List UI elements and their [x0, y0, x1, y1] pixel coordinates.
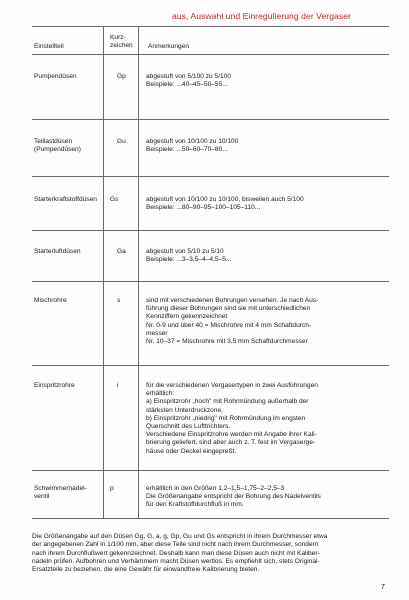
column-header-part: Einstellteil — [34, 43, 64, 50]
row-part: Starterluftdüsen — [34, 248, 81, 255]
row-abbr: Gp — [117, 73, 126, 80]
column-separator — [103, 26, 104, 518]
row-rule — [32, 470, 389, 471]
row-notes: sind mit verschiedenen Bohrungen versehen. Je nach Aus- führung dieser Bohrungen sind sie mit unterschiedlichen Kennziffern gekennzeichnet Nr. 0-9 und über 40 = Mischrohre mit 4 mm Schaftdurch- messer Nr. 10–37 = Mischrohre mit 3,5 mm Schaftdurchmesser — [146, 297, 319, 346]
row-rule — [32, 281, 389, 282]
footer-paragraph: Die Größenangabe auf den Düsen Gg, G, a, g, Gp, Gu und Gs entspricht in ihrem Durchmesser etwa der angegebenen Zahl in 1/100 mm, aber diese Teile sind nicht nach ihrem Durchmesser, sondern nach ihrem Durchflußwert gekennzeichnet. Deshalb kann man diese Düsen auch nicht mit Kaliber- nadeln prüfen. Aufbohren und Verhämmern macht Düsen wertlos. Es empfiehlt sich, stets Original- Ersatzteile zu beziehen, die eine Gewähr für einwandfreie Kalibrierung bieten. — [32, 533, 328, 574]
row-part: Teillastdüsen (Pumpendüsen) — [34, 138, 81, 154]
column-header-notes: Anmerkungen — [148, 43, 190, 50]
row-part: Mischrohre — [34, 297, 67, 304]
row-abbr: Ga — [117, 248, 126, 255]
row-part: Starterkraftstoffdüsen — [34, 196, 97, 203]
table-top-rule — [32, 26, 389, 27]
row-abbr: i — [117, 382, 119, 389]
row-rule — [32, 230, 389, 231]
row-abbr: Gu — [117, 138, 126, 145]
row-notes: abgestuft von 5/100 zu 5/100 Beispiele: ...40–45–50–55... — [146, 73, 232, 89]
row-part: Einspritzrohre — [34, 382, 75, 389]
table-header-rule — [32, 54, 389, 55]
table-bottom-rule — [32, 518, 389, 519]
row-notes: abgestuft von 5/10 zu 5/10 Beispiele: ...3–3,5–4–4,5–5... — [146, 248, 232, 264]
row-part: Schwimmernadel- ventil — [34, 485, 87, 501]
row-rule — [32, 176, 389, 177]
row-notes: für die verschiedenen Vergasertypen in zwei Ausführungen erhältlich: a) Einspritzrohr „hoch" mit Rohrmündung außerhalb der stärksten Unterdruckzone, b) Einspritzrohr „niedrig" mit Rohrmündung im engsten Querschnitt des Lufttrichters. Verschiedene Einspritzrohre werden mit Angabe ihrer Kali- brierung geliefert, sind aber auch z. T. fest im Vergaserge- häuse oder Deckel eingepreßt. — [146, 382, 318, 455]
column-header-abbr: Kurz- zeichen — [110, 34, 133, 50]
row-abbr: s — [117, 297, 121, 304]
row-rule — [32, 119, 389, 120]
row-abbr: Gs — [110, 196, 119, 203]
page-number: 7 — [381, 584, 385, 591]
row-abbr: p — [110, 485, 114, 492]
row-notes: abgestuft von 10/100 zu 10/100 Beispiele: ...50–60–70–80... — [146, 138, 239, 154]
row-notes: abgestuft von 10/100 zu 10/100, bisweilen auch 5/100 Beispiele: ...80–90–95–100–105–110... — [146, 196, 304, 212]
column-separator — [138, 26, 139, 518]
row-rule — [32, 365, 389, 366]
row-part: Pumpendüsen — [34, 73, 77, 80]
row-notes: erhältlich in den Größen 1,2–1,5–1,75–2–2,5–3 Die Größenangabe entspricht der Bohrung des Nadelventils für den Kraftstoffdurchfluß in mm. — [146, 485, 321, 509]
section-title: aus, Auswahl und Einregulierung der Vergaser — [172, 11, 351, 21]
